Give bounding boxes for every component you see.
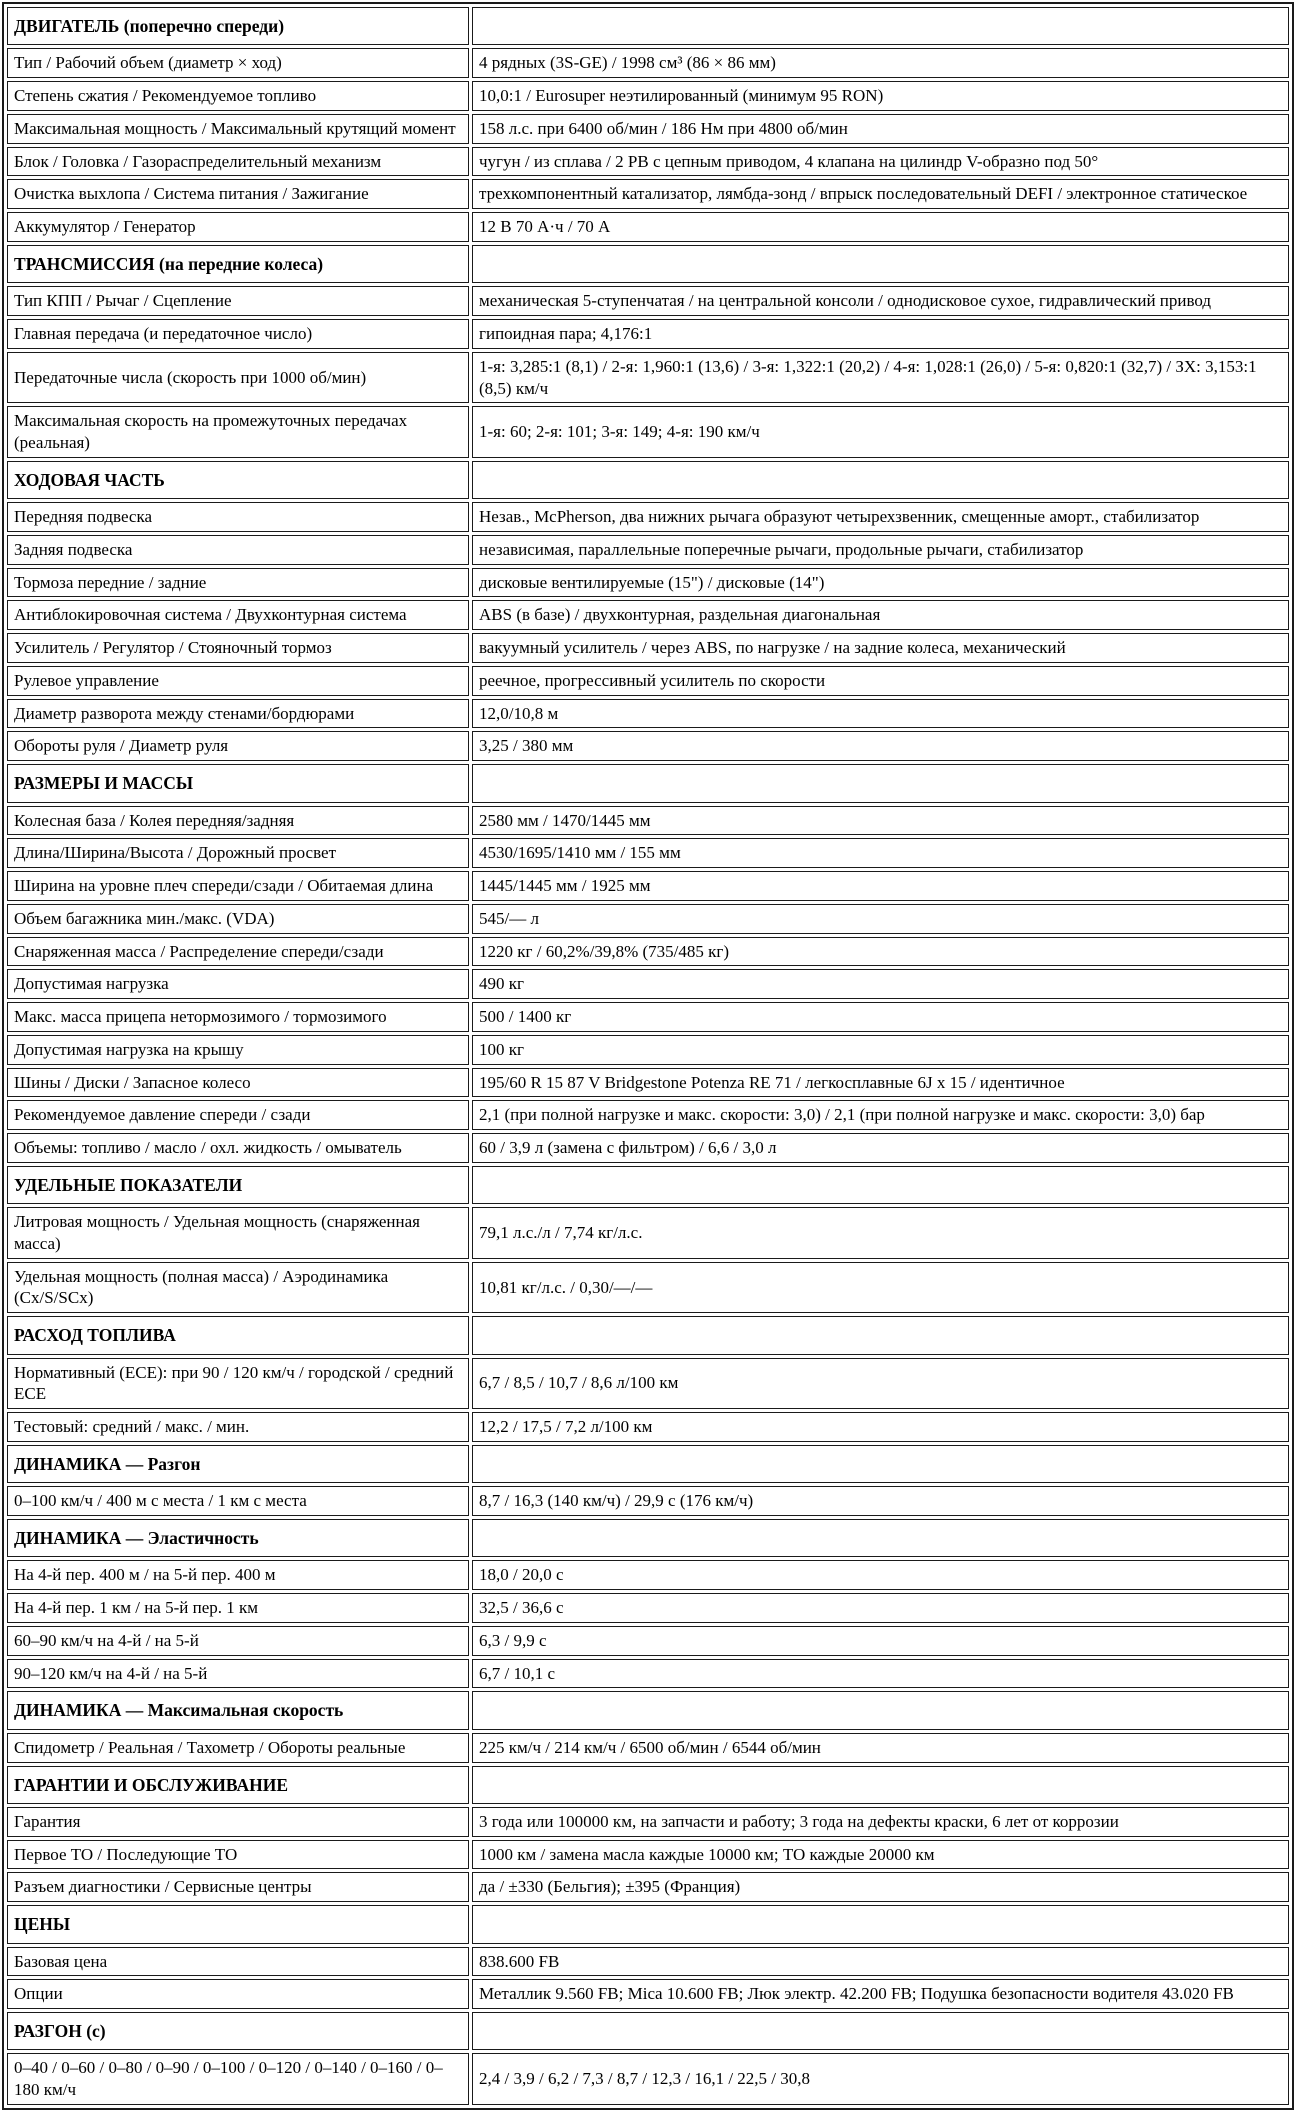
spec-row [7, 904, 1289, 934]
spec-label: Базовая цена [7, 1947, 469, 1977]
spec-label: Диаметр разворота между стенами/бордюрами [7, 699, 469, 729]
section-title: ЦЕНЫ [7, 1905, 469, 1943]
spec-value: 1220 кг / 60,2%/39,8% (735/485 кг) [472, 937, 1289, 967]
spec-value: 4 рядных (3S-GE) / 1998 см³ (86 × 86 мм) [472, 48, 1289, 78]
spec-value: 490 кг [472, 969, 1289, 999]
spec-label: Максимальная скорость на промежуточных передачах (реальная) [7, 406, 469, 458]
spec-value: 158 л.с. при 6400 об/мин / 186 Нм при 4800 об/мин [472, 114, 1289, 144]
spec-value: 12,0/10,8 м [472, 699, 1289, 729]
spec-label: Литровая мощность / Удельная мощность (снаряженная масса) [7, 1207, 469, 1259]
spec-row [7, 806, 1289, 836]
spec-value: трехкомпонентный катализатор, лямбда-зонд / впрыск последовательный DEFI / электронное статическое [472, 179, 1289, 209]
spec-row [7, 1733, 1289, 1763]
spec-value: 1-я: 60; 2-я: 101; 3-я: 149; 4-я: 190 км/ч [472, 406, 1289, 458]
spec-row [7, 352, 1289, 404]
spec-row [7, 1358, 1289, 1410]
spec-row [7, 406, 1289, 458]
spec-label: Тестовый: средний / макс. / мин. [7, 1412, 469, 1442]
spec-value: 3,25 / 380 мм [472, 731, 1289, 761]
section-empty-cell [472, 1316, 1289, 1354]
spec-row [7, 1100, 1289, 1130]
section-header-row [7, 764, 1289, 802]
section-header-row [7, 245, 1289, 283]
spec-value: чугун / из сплава / 2 РВ с цепным приводом, 4 клапана на цилиндр V-образно под 50° [472, 147, 1289, 177]
section-empty-cell [472, 1766, 1289, 1804]
spec-label: Снаряженная масса / Распределение спереди/сзади [7, 937, 469, 967]
spec-value: Металлик 9.560 FB; Mica 10.600 FB; Люк электр. 42.200 FB; Подушка безопасности водителя 43.020 FB [472, 1979, 1289, 2009]
spec-value: 2,1 (при полной нагрузке и макс. скорости: 3,0) / 2,1 (при полной нагрузке и макс. скорости: 3,0) бар [472, 1100, 1289, 1130]
spec-value: 3 года или 100000 км, на запчасти и работу; 3 года на дефекты краски, 6 лет от коррозии [472, 1807, 1289, 1837]
section-empty-cell [472, 1519, 1289, 1557]
spec-value: реечное, прогрессивный усилитель по скорости [472, 666, 1289, 696]
spec-value: 500 / 1400 кг [472, 1002, 1289, 1032]
section-empty-cell [472, 764, 1289, 802]
section-title: ДВИГАТЕЛЬ (поперечно спереди) [7, 7, 469, 45]
spec-label: На 4-й пер. 1 км / на 5-й пер. 1 км [7, 1593, 469, 1623]
spec-value: 60 / 3,9 л (замена с фильтром) / 6,6 / 3,0 л [472, 1133, 1289, 1163]
spec-value: 10,81 кг/л.с. / 0,30/—/— [472, 1262, 1289, 1314]
spec-row [7, 1593, 1289, 1623]
spec-value: ABS (в базе) / двухконтурная, раздельная диагональная [472, 600, 1289, 630]
spec-label: Аккумулятор / Генератор [7, 212, 469, 242]
spec-value: 225 км/ч / 214 км/ч / 6500 об/мин / 6544 об/мин [472, 1733, 1289, 1763]
spec-row [7, 1412, 1289, 1442]
spec-label: 90–120 км/ч на 4-й / на 5-й [7, 1659, 469, 1689]
section-header-row [7, 2012, 1289, 2050]
spec-label: Опции [7, 1979, 469, 2009]
spec-row [7, 1207, 1289, 1259]
spec-row [7, 699, 1289, 729]
spec-row [7, 212, 1289, 242]
spec-label: Рекомендуемое давление спереди / сзади [7, 1100, 469, 1130]
spec-row [7, 1947, 1289, 1977]
spec-label: Допустимая нагрузка [7, 969, 469, 999]
spec-label: Передняя подвеска [7, 502, 469, 532]
spec-label: Задняя подвеска [7, 535, 469, 565]
spec-label: Первое ТО / Последующие ТО [7, 1840, 469, 1870]
section-header-row [7, 7, 1289, 45]
spec-row [7, 1626, 1289, 1656]
section-title: РАЗМЕРЫ И МАССЫ [7, 764, 469, 802]
spec-row [7, 114, 1289, 144]
spec-row [7, 1840, 1289, 1870]
spec-value: 4530/1695/1410 мм / 155 мм [472, 838, 1289, 868]
spec-row [7, 535, 1289, 565]
section-title: ГАРАНТИИ И ОБСЛУЖИВАНИЕ [7, 1766, 469, 1804]
spec-label: Очистка выхлопа / Система питания / Зажигание [7, 179, 469, 209]
spec-value: 2,4 / 3,9 / 6,2 / 7,3 / 8,7 / 12,3 / 16,1 / 22,5 / 30,8 [472, 2053, 1289, 2105]
spec-row [7, 937, 1289, 967]
section-empty-cell [472, 1905, 1289, 1943]
spec-row [7, 568, 1289, 598]
spec-value: 79,1 л.с./л / 7,74 кг/л.с. [472, 1207, 1289, 1259]
spec-label: Спидометр / Реальная / Тахометр / Обороты реальные [7, 1733, 469, 1763]
spec-value: 12,2 / 17,5 / 7,2 л/100 км [472, 1412, 1289, 1442]
spec-label: Объем багажника мин./макс. (VDA) [7, 904, 469, 934]
section-header-row [7, 1691, 1289, 1729]
spec-label: Длина/Ширина/Высота / Дорожный просвет [7, 838, 469, 868]
spec-row [7, 633, 1289, 663]
spec-value: 1445/1445 мм / 1925 мм [472, 871, 1289, 901]
spec-value: 1-я: 3,285:1 (8,1) / 2-я: 1,960:1 (13,6) / 3-я: 1,322:1 (20,2) / 4-я: 1,028:1 (26,0) / 5-я: 0,820:1 (32,7) / ЗХ: 3,153:1 (8,5) км/ч [472, 352, 1289, 404]
section-title: ДИНАМИКА — Эластичность [7, 1519, 469, 1557]
spec-value: 545/— л [472, 904, 1289, 934]
spec-row [7, 1560, 1289, 1590]
spec-row [7, 286, 1289, 316]
spec-row [7, 666, 1289, 696]
spec-row [7, 2053, 1289, 2105]
section-header-row [7, 1316, 1289, 1354]
section-empty-cell [472, 1691, 1289, 1729]
spec-table-body [7, 7, 1289, 2105]
spec-label: Тормоза передние / задние [7, 568, 469, 598]
spec-row [7, 1068, 1289, 1098]
section-empty-cell [472, 1445, 1289, 1483]
spec-label: На 4-й пер. 400 м / на 5-й пер. 400 м [7, 1560, 469, 1590]
spec-value: да / ±330 (Бельгия); ±395 (Франция) [472, 1872, 1289, 1902]
spec-label: Передаточные числа (скорость при 1000 об/мин) [7, 352, 469, 404]
spec-label: Степень сжатия / Рекомендуемое топливо [7, 81, 469, 111]
section-header-row [7, 1519, 1289, 1557]
spec-value: дисковые вентилируемые (15") / дисковые (14") [472, 568, 1289, 598]
spec-value: 8,7 / 16,3 (140 км/ч) / 29,9 с (176 км/ч) [472, 1486, 1289, 1516]
spec-label: Колесная база / Колея передняя/задняя [7, 806, 469, 836]
spec-value: 6,7 / 10,1 с [472, 1659, 1289, 1689]
spec-label: Допустимая нагрузка на крышу [7, 1035, 469, 1065]
spec-row [7, 1486, 1289, 1516]
spec-value: 2580 мм / 1470/1445 мм [472, 806, 1289, 836]
section-header-row [7, 1445, 1289, 1483]
spec-row [7, 319, 1289, 349]
spec-label: 0–40 / 0–60 / 0–80 / 0–90 / 0–100 / 0–120 / 0–140 / 0–160 / 0–180 км/ч [7, 2053, 469, 2105]
spec-label: Ширина на уровне плеч спереди/сзади / Обитаемая длина [7, 871, 469, 901]
spec-row [7, 147, 1289, 177]
spec-value: 6,3 / 9,9 с [472, 1626, 1289, 1656]
section-title: ХОДОВАЯ ЧАСТЬ [7, 461, 469, 499]
section-header-row [7, 1166, 1289, 1204]
spec-value: 195/60 R 15 87 V Bridgestone Potenza RE 71 / легкосплавные 6J x 15 / идентичное [472, 1068, 1289, 1098]
spec-value: 6,7 / 8,5 / 10,7 / 8,6 л/100 км [472, 1358, 1289, 1410]
spec-row [7, 731, 1289, 761]
section-header-row [7, 1905, 1289, 1943]
spec-value: независимая, параллельные поперечные рычаги, продольные рычаги, стабилизатор [472, 535, 1289, 565]
section-title: УДЕЛЬНЫЕ ПОКАЗАТЕЛИ [7, 1166, 469, 1204]
spec-label: 0–100 км/ч / 400 м с места / 1 км с места [7, 1486, 469, 1516]
spec-label: Нормативный (ЕСЕ): при 90 / 120 км/ч / городской / средний ЕСЕ [7, 1358, 469, 1410]
spec-value: 12 В 70 А·ч / 70 А [472, 212, 1289, 242]
spec-row [7, 81, 1289, 111]
spec-row [7, 1979, 1289, 2009]
spec-row [7, 48, 1289, 78]
section-empty-cell [472, 1166, 1289, 1204]
spec-row [7, 1035, 1289, 1065]
car-spec-table [2, 2, 1294, 2110]
spec-row [7, 1872, 1289, 1902]
section-title: ДИНАМИКА — Максимальная скорость [7, 1691, 469, 1729]
spec-label: Рулевое управление [7, 666, 469, 696]
spec-label: Обороты руля / Диаметр руля [7, 731, 469, 761]
spec-row [7, 1262, 1289, 1314]
spec-value: 10,0:1 / Eurosuper неэтилированный (минимум 95 RON) [472, 81, 1289, 111]
spec-value: 100 кг [472, 1035, 1289, 1065]
spec-label: 60–90 км/ч на 4-й / на 5-й [7, 1626, 469, 1656]
spec-row [7, 871, 1289, 901]
spec-label: Главная передача (и передаточное число) [7, 319, 469, 349]
spec-label: Шины / Диски / Запасное колесо [7, 1068, 469, 1098]
section-title: ТРАНСМИССИЯ (на передние колеса) [7, 245, 469, 283]
spec-label: Антиблокировочная система / Двухконтурная система [7, 600, 469, 630]
spec-row [7, 600, 1289, 630]
spec-label: Объемы: топливо / масло / охл. жидкость / омыватель [7, 1133, 469, 1163]
spec-label: Разъем диагностики / Сервисные центры [7, 1872, 469, 1902]
spec-label: Тип КПП / Рычаг / Сцепление [7, 286, 469, 316]
spec-row [7, 838, 1289, 868]
spec-value: 18,0 / 20,0 с [472, 1560, 1289, 1590]
section-empty-cell [472, 461, 1289, 499]
spec-label: Усилитель / Регулятор / Стояночный тормоз [7, 633, 469, 663]
spec-row [7, 179, 1289, 209]
spec-value: вакуумный усилитель / через ABS, по нагрузке / на задние колеса, механический [472, 633, 1289, 663]
section-header-row [7, 1766, 1289, 1804]
spec-row [7, 1002, 1289, 1032]
spec-label: Тип / Рабочий объем (диаметр × ход) [7, 48, 469, 78]
section-title: РАЗГОН (с) [7, 2012, 469, 2050]
section-empty-cell [472, 2012, 1289, 2050]
spec-label: Удельная мощность (полная масса) / Аэродинамика (Cx/S/SCx) [7, 1262, 469, 1314]
spec-label: Гарантия [7, 1807, 469, 1837]
spec-row [7, 502, 1289, 532]
spec-row [7, 1807, 1289, 1837]
section-title: РАСХОД ТОПЛИВА [7, 1316, 469, 1354]
spec-row [7, 1133, 1289, 1163]
spec-value: гипоидная пара; 4,176:1 [472, 319, 1289, 349]
spec-value: 32,5 / 36,6 с [472, 1593, 1289, 1623]
spec-label: Максимальная мощность / Максимальный крутящий момент [7, 114, 469, 144]
spec-value: Незав., McPherson, два нижних рычага образуют четырехзвенник, смещенные аморт., стабилизатор [472, 502, 1289, 532]
section-header-row [7, 461, 1289, 499]
section-title: ДИНАМИКА — Разгон [7, 1445, 469, 1483]
spec-row [7, 969, 1289, 999]
spec-value: механическая 5-ступенчатая / на центральной консоли / однодисковое сухое, гидравлический привод [472, 286, 1289, 316]
section-empty-cell [472, 7, 1289, 45]
spec-value: 1000 км / замена масла каждые 10000 км; ТО каждые 20000 км [472, 1840, 1289, 1870]
spec-row [7, 1659, 1289, 1689]
spec-label: Блок / Головка / Газораспределительный механизм [7, 147, 469, 177]
spec-label: Макс. масса прицепа нетормозимого / тормозимого [7, 1002, 469, 1032]
spec-value: 838.600 FB [472, 1947, 1289, 1977]
section-empty-cell [472, 245, 1289, 283]
